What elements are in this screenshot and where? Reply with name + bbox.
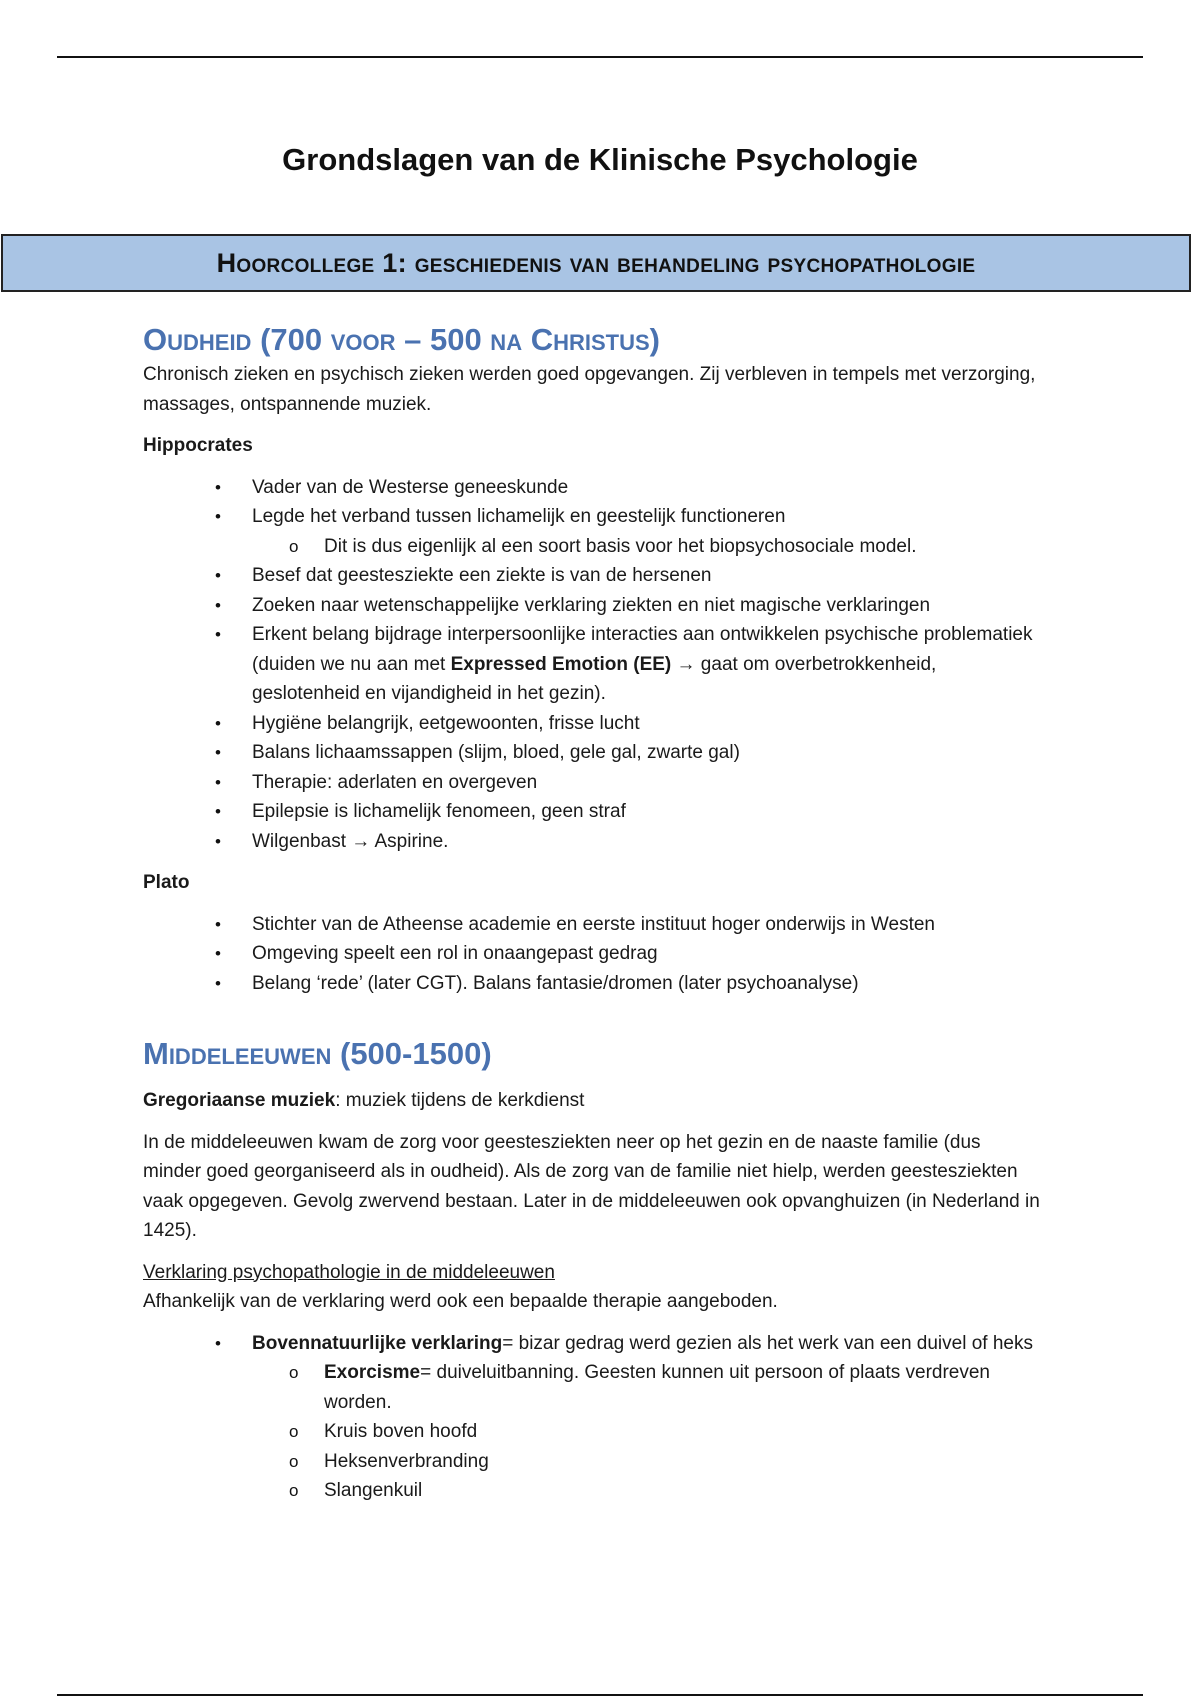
bullet-icon: •: [215, 914, 221, 934]
list-item: • Zoeken naar wetenschappelijke verklaring ziekten en niet magische verklaringen: [143, 591, 1043, 621]
bullet-icon: •: [215, 743, 221, 762]
list-item: • Legde het verband tussen lichamelijk en geestelijk functioneren: [143, 502, 1043, 532]
list-item: • Balans lichaamssappen (slijm, bloed, gele gal, zwarte gal): [143, 738, 1043, 768]
top-rule: [57, 56, 1143, 58]
bullet-icon: •: [215, 944, 221, 963]
hippocrates-list: [143, 473, 1043, 857]
bullet-icon: •: [215, 625, 221, 644]
bullet-icon: •: [215, 477, 221, 497]
sub-list-item: o Exorcisme= duiveluitbanning. Geesten kunnen uit persoon of plaats verdreven worden.: [143, 1358, 1043, 1417]
section-oudheid: [143, 320, 1043, 998]
list-item: • Stichter van de Atheense academie en eerste instituut hoger onderwijs in Westen: [143, 910, 1043, 940]
circle-bullet-icon: o: [289, 1481, 299, 1500]
bullet-icon: •: [215, 1333, 221, 1353]
circle-bullet-icon: o: [289, 1451, 299, 1471]
middeleeuwen-paragraph: In de middeleeuwen kwam de zorg voor geestesziekten neer op het gezin en de naaste familie (dus minder goed georganiseerd als in oudheid). Als de zorg van de familie niet hielp, werden geestesziekten vaak opgegeven. Gevolg zwervend bestaan. Later in de middeleeuwen ook opvanghuizen (in Nederland in 1425).: [143, 1131, 1040, 1241]
bottom-rule: [57, 1694, 1143, 1696]
circle-bullet-icon: o: [289, 1363, 299, 1382]
list-item: • Besef dat geestesziekte een ziekte is van de hersenen: [143, 561, 1043, 591]
plato-label: Plato: [143, 872, 190, 893]
sub-list-item: o Slangenkuil: [143, 1476, 1043, 1506]
expressed-emotion-term: Expressed Emotion (EE): [450, 653, 672, 675]
subheading-verklaring: Verklaring psychopathologie in de middeleeuwen: [143, 1261, 555, 1283]
sub-list-item: o Kruis boven hoofd: [143, 1417, 1043, 1447]
bullet-icon: •: [215, 713, 221, 733]
list-item: • Erkent belang bijdrage interpersoonlijke interacties aan ontwikkelen psychische problematiek (duiden we nu aan met Expressed Emotion (EE) → gaat om overbetrokkenheid, geslotenheid en vijandigheid in het gezin).: [143, 620, 1043, 709]
sub-list-item: o Dit is dus eigenlijk al een soort basis voor het biopsychosociale model.: [143, 532, 1043, 562]
gregoriaanse-paragraph: Gregoriaanse muziek: muziek tijdens de kerkdienst: [143, 1090, 585, 1111]
bullet-icon: •: [215, 566, 221, 585]
verklaring-list: [143, 1329, 1043, 1506]
hippocrates-label: Hippocrates: [143, 435, 253, 456]
bullet-icon: •: [215, 973, 221, 993]
heading-middeleeuwen: Middeleeuwen (500-1500): [143, 1036, 492, 1071]
section-middeleeuwen: [143, 1034, 1043, 1506]
list-item: • Hygiëne belangrijk, eetgewoonten, frisse lucht: [143, 709, 1043, 739]
list-item: • Bovennatuurlijke verklaring= bizar gedrag werd gezien als het werk van een duivel of heks: [143, 1329, 1043, 1359]
bullet-icon: •: [215, 831, 221, 851]
list-item: • Omgeving speelt een rol in onaangepast gedrag: [143, 939, 1043, 969]
section-banner: Hoorcollege 1: geschiedenis van behandeling psychopathologie: [1, 234, 1191, 292]
verklaring-text: Afhankelijk van de verklaring werd ook een bepaalde therapie aangeboden.: [143, 1291, 778, 1312]
bullet-icon: •: [215, 595, 221, 615]
list-item: • Belang ‘rede’ (later CGT). Balans fantasie/dromen (later psychoanalyse): [143, 969, 1043, 999]
list-item: • Wilgenbast → Aspirine.: [143, 827, 1043, 857]
heading-oudheid: Oudheid (700 voor – 500 na Christus): [143, 322, 660, 357]
bullet-icon: •: [215, 507, 221, 526]
circle-bullet-icon: o: [289, 536, 299, 556]
plato-list: [143, 910, 1043, 999]
bullet-icon: •: [215, 802, 221, 821]
circle-bullet-icon: o: [289, 1422, 299, 1441]
list-item: • Vader van de Westerse geneeskunde: [143, 473, 1043, 503]
list-item: • Therapie: aderlaten en overgeven: [143, 768, 1043, 798]
sub-list-item: o Heksenverbranding: [143, 1447, 1043, 1477]
list-item: • Epilepsie is lichamelijk fenomeen, geen straf: [143, 797, 1043, 827]
intro-paragraph: Chronisch zieken en psychisch zieken werden goed opgevangen. Zij verbleven in tempels met verzorging, massages, ontspannende muziek.: [143, 364, 1036, 415]
document-title: Grondslagen van de Klinische Psychologie: [282, 142, 918, 177]
bullet-icon: •: [215, 772, 221, 792]
